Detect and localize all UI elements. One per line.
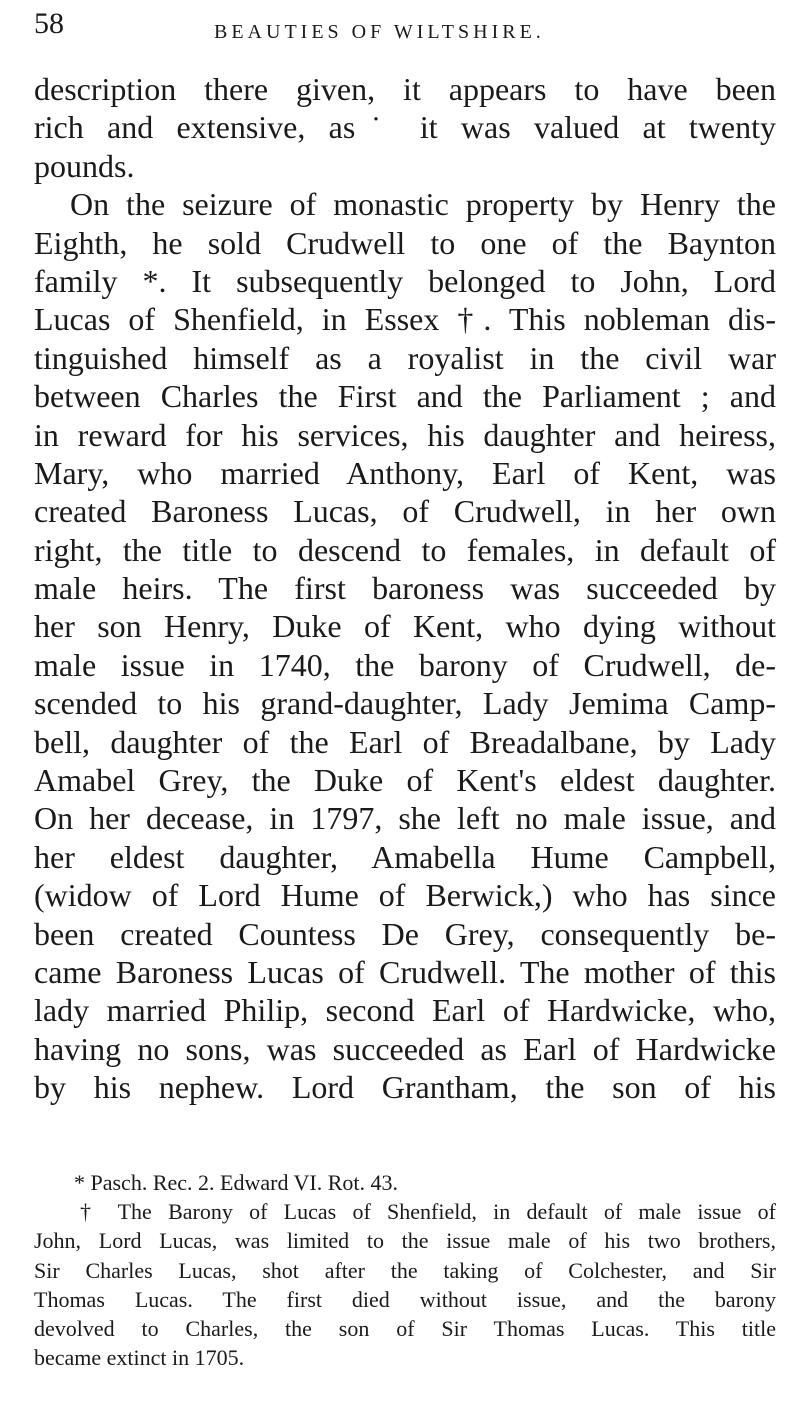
body-line: having no sons, was succeeded as Earl of Hardwicke [34,1030,776,1067]
body-line: male heirs. The first baroness was succeeded by [34,570,776,607]
body-line: pounds. [34,147,135,184]
footnotes [34,1168,776,1372]
body-line: right, the title to descend to females, in default of [34,531,776,568]
body-line: rich and extensive, as˙ it was valued at twenty [34,109,776,146]
body-line: her son Henry, Duke of Kent, who dying without [34,608,776,645]
body-line: bell, daughter of the Earl of Breadalbane, by Lady [34,723,776,760]
body-line: lady married Philip, second Earl of Hardwicke, who, [34,992,776,1029]
body-line: been created Countess De Grey, consequently be- [34,915,776,952]
body-line: created Baroness Lucas, of Crudwell, in her own [34,493,776,530]
body-line: Mary, who married Anthony, Earl of Kent, was [34,454,776,491]
body-line: (widow of Lord Hume of Berwick,) who has since [34,877,776,914]
body-line: On the seizure of monastic property by Henry the [70,186,776,223]
footnote-line: John, Lord Lucas, was limited to the issue male of his two brothers, [34,1228,776,1254]
running-head [34,6,770,46]
body-line: her eldest daughter, Amabella Hume Campbell, [34,838,776,875]
footnote-line: Thomas Lucas. The first died without issue, and the barony [34,1286,776,1312]
body-text [34,70,776,1107]
body-line: family *. It subsequently belonged to John, Lord [34,262,776,299]
body-line: scended to his grand-daughter, Lady Jemima Camp- [34,685,776,722]
body-line: Amabel Grey, the Duke of Kent's eldest daughter. [34,762,776,799]
body-line: by his nephew. Lord Grantham, the son of his [34,1069,776,1106]
body-line: description there given, it appears to have been [34,71,776,107]
footnote-line: became extinct in 1705. [34,1345,245,1371]
footnote-line: † The Barony of Lucas of Shenfield, in default of male issue of [80,1199,776,1225]
body-line: Eighth, he sold Crudwell to one of the Baynton [34,224,776,261]
page-number: 58 [34,7,64,40]
body-line: tinguished himself as a royalist in the civil war [34,339,776,376]
body-line: came Baroness Lucas of Crudwell. The mother of this [34,953,776,990]
footnote-line: Sir Charles Lucas, shot after the taking of Colchester, and Sir [34,1257,776,1283]
running-title: BEAUTIES OF WILTSHIRE. [214,21,545,43]
footnote-line: devolved to Charles, the son of Sir Thomas Lucas. This title [34,1315,776,1341]
body-line: in reward for his services, his daughter and heiress, [34,416,776,453]
body-line: between Charles the First and the Parliament ; and [34,378,776,415]
body-line: On her decease, in 1797, she left no male issue, and [34,800,776,837]
body-line: male issue in 1740, the barony of Crudwell, de- [34,646,776,683]
body-line: Lucas of Shenfield, in Essex †. This nobleman dis- [34,301,776,338]
footnote-line: * Pasch. Rec. 2. Edward VI. Rot. 43. [74,1170,399,1195]
